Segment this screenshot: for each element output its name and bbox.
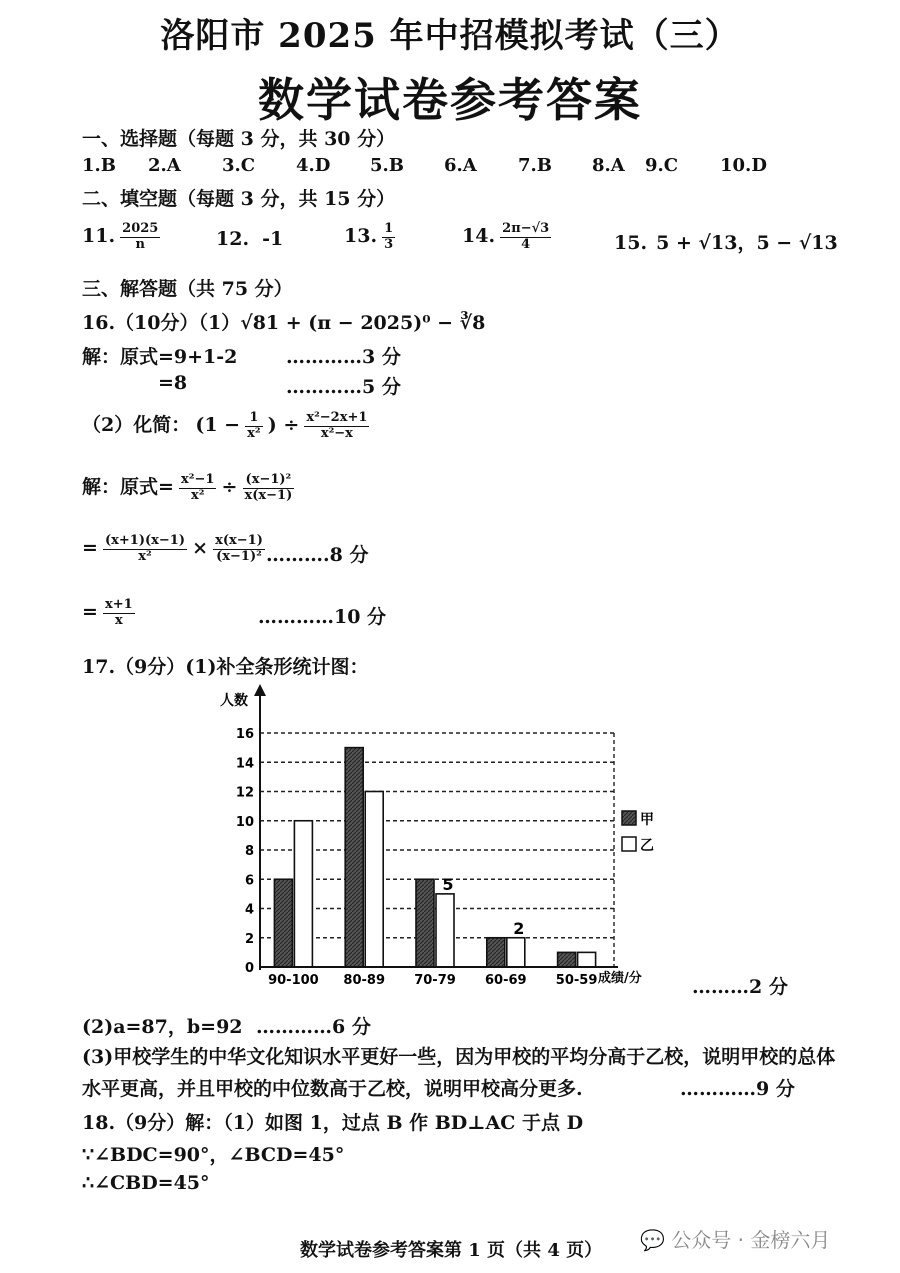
q16-solution-step1: 解：原式= $\frac{\text{x²−1}}{\text{x²}}$ ÷ $\frac{\text{(x−1)²}}{x(x-1)}$ (82, 472, 293, 503)
bar-jia (345, 748, 363, 967)
q16-solution-step2: = $\frac{(x+1)(x-1)}{\text{x²}}$ × $\frac{x(x-1)}{\text{(x−1)²}}$ (82, 533, 263, 564)
y-tick-label: 14 (235, 756, 254, 772)
choice-answer: 3.C (222, 155, 256, 176)
q17-part3-line2: 水平更高，并且甲校的中位数高于乙校，说明甲校高分更多. (82, 1078, 583, 1100)
q16-score2: …………5 分 (286, 376, 401, 398)
choice-answer: 1.B (82, 155, 117, 176)
q17-score2: …………6 分 (256, 1016, 371, 1038)
fraction: $\frac{x+1}{x}$ (105, 597, 133, 628)
q18-line1: ∵∠BDC=90°，∠BCD=45° (82, 1144, 345, 1166)
bar-yi (507, 938, 525, 967)
page-footer: 数学试卷参考答案第 1 页（共 4 页） (300, 1240, 603, 1261)
bar-jia (274, 879, 292, 967)
y-tick-label: 4 (244, 902, 254, 918)
fraction: $\frac{2025}{n}$ (122, 221, 159, 252)
bar-yi (436, 894, 454, 967)
y-tick-label: 10 (235, 814, 254, 830)
y-tick-label: 12 (235, 785, 254, 801)
q16-part2: （2）化简： (1 − $\frac{1}{\text{x²}}$ ) ÷ $\frac{\text{x²−2x+1}}{\text{x²−x}}$ (82, 410, 368, 441)
fraction: $\frac{\text{x²−2x+1}}{\text{x²−x}}$ (306, 410, 368, 441)
bar-jia (558, 952, 576, 967)
page-title: 洛阳市 2025 年中招模拟考试（三） (160, 16, 740, 56)
bar-jia (487, 938, 505, 967)
choice-answer: 9.C (645, 155, 679, 176)
fraction: $\frac{x(x-1)}{\text{(x−1)²}}$ (215, 533, 263, 564)
x-tick-label: 80-89 (343, 973, 385, 988)
fill-answer-13: 13. $\frac{1}{3}$ (344, 221, 394, 252)
q16-line2: =8 (158, 372, 188, 394)
y-tick-label: 8 (244, 844, 254, 859)
fraction: $\frac{\text{(x−1)²}}{x(x-1)}$ (244, 472, 293, 503)
q16-score3: ……….8 分 (266, 544, 369, 566)
choice-answer: 5.B (370, 155, 405, 176)
section3-heading: 三、解答题（共 75 分） (82, 278, 293, 300)
section1-heading: 一、选择题（每题 3 分，共 30 分） (82, 128, 396, 150)
q17-score-chart: ………2 分 (692, 976, 788, 998)
choice-answer: 8.A (592, 155, 625, 176)
q16-score4: …………10 分 (258, 606, 387, 628)
fill-answer-15: 15. 5 + √13，5 − √13 (614, 232, 838, 254)
x-tick-label: 90-100 (268, 973, 319, 988)
choice-answer: 10.D (720, 155, 767, 176)
q17-part2: (2)a=87，b=92 (82, 1016, 243, 1038)
choice-answer: 6.A (444, 155, 477, 176)
bar-yi (365, 792, 383, 968)
x-tick-label: 60-69 (485, 973, 527, 988)
y-axis-label: 人数 (220, 693, 248, 709)
page-subtitle: 数学试卷参考答案 (258, 73, 642, 127)
choice-answer: 2.A (148, 155, 181, 176)
q18-line2: ∴∠CBD=45° (82, 1172, 210, 1194)
legend-label-jia: 甲 (640, 812, 654, 828)
legend-swatch-jia (622, 811, 636, 825)
x-tick-label: 70-79 (414, 973, 456, 988)
y-tick-label: 6 (244, 873, 254, 889)
section2-heading: 二、填空题（每题 3 分，共 15 分） (82, 188, 396, 210)
fraction: $\frac{1}{\text{x²}}$ (247, 410, 261, 441)
y-tick-label: 0 (244, 961, 254, 976)
legend-label-yi: 乙 (640, 838, 654, 854)
x-tick-label: 50-59 (555, 973, 598, 988)
bar-yi (294, 821, 312, 967)
q17-score3: …………9 分 (680, 1078, 795, 1100)
data-label: 2 (513, 918, 525, 938)
legend (622, 811, 654, 854)
bar-jia (416, 879, 434, 967)
legend-swatch-yi (622, 837, 636, 851)
fraction: $\frac{(x+1)(x-1)}{\text{x²}}$ (105, 533, 185, 564)
bar-chart (200, 680, 670, 990)
data-label: 5 (442, 874, 454, 894)
q18-header: 18.（9分）解：（1）如图 1，过点 B 作 BD⊥AC 于点 D (82, 1112, 584, 1134)
fill-answer-14: 14. $\frac{2\pi-√3}{4}$ (462, 221, 550, 252)
fraction: $\frac{2\pi-√3}{4}$ (502, 221, 550, 252)
fill-answer-12: 12. -1 (216, 228, 284, 250)
bar-yi (578, 952, 596, 967)
choice-answer: 4.D (296, 155, 331, 176)
q16-header: 16.（10分）（1）√81 + (π − 2025)⁰ − ∛8 (82, 312, 486, 334)
q17-part3-line1: (3)甲校学生的中华文化知识水平更好一些，因为甲校的平均分高于乙校，说明甲校的总体 (82, 1046, 836, 1068)
fraction: $\frac{1}{3}$ (384, 221, 394, 252)
choice-answer: 7.B (518, 155, 553, 176)
wechat-icon: 💬 (640, 1228, 665, 1252)
y-tick-label: 2 (244, 931, 254, 947)
fill-answer-11: 11. $\frac{2025}{n}$ (82, 221, 159, 252)
q16-line1: 解：原式=9+1-2 (82, 346, 238, 368)
q17-header: 17.（9分）(1)补全条形统计图： (82, 656, 369, 678)
y-tick-label: 16 (235, 727, 254, 742)
x-axis-label: 成绩/分 (598, 971, 642, 986)
watermark: 💬 公众号 · 金榜六月 (640, 1228, 831, 1252)
fraction: $\frac{\text{x²−1}}{\text{x²}}$ (181, 472, 215, 503)
q16-score1: …………3 分 (286, 346, 401, 368)
q16-solution-step3: = $\frac{x+1}{x}$ (82, 597, 133, 628)
y-axis-arrow (254, 684, 266, 696)
